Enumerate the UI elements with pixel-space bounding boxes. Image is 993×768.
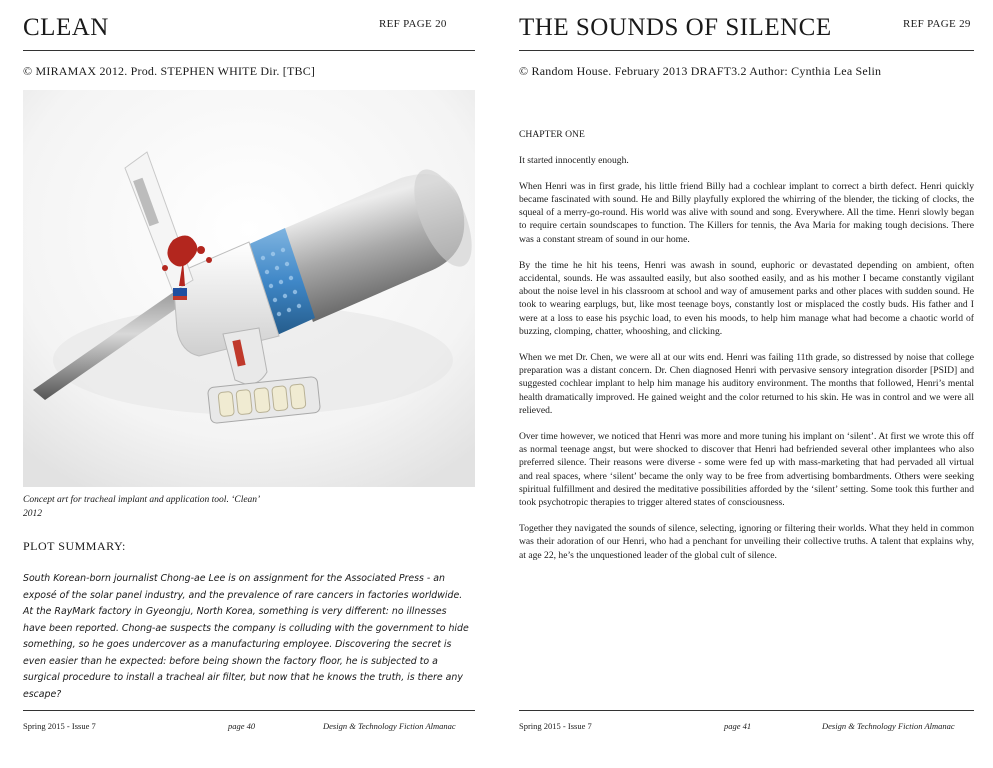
story-paragraph: It started innocently enough. bbox=[519, 154, 629, 166]
plot-summary-heading: PLOT SUMMARY: bbox=[23, 539, 126, 553]
left-ref-page: REF PAGE 20 bbox=[379, 18, 447, 30]
right-page-title: THE SOUNDS OF SILENCE bbox=[519, 14, 832, 41]
story-paragraph: Over time however, we noticed that Henri was more and more tuning his implant on ‘silent’. At first we wrote this off as normal teenage angst, but were shocked to discover that Henri had befriended several other implantees who also preferred silence. Their reasons were diverse - some were fed up with mass-marketing that had pervaded all virtual and real spaces, where ‘silent’ became the only way to be free from advertising bombardments. Others were seeking spiritual fulfillment and desired the meditative possibilities afforded by the ‘silent’ setting. Some took this further and took psychotropic therapies to trigger altered states of consciousness. bbox=[519, 430, 974, 509]
plot-summary-text: South Korean-born journalist Chong-ae Lee is on assignment for the Associated Press - an exposé of the solar panel industry, and the prevalence of rare cancers in factories worldwide. At the RayMark factory in Gyeongju, North Korea, something is very different: no illnesses have been reported. Chong-ae suspects the company is colluding with the government to hide something, so he goes undercover as a manufacturing employee. Discovering the secret is even easier than he expected: before being shown the factory floor, he is subjected to a surgical procedure to install a tracheal air filter, but now that he knows the truth, is there any escape? bbox=[23, 573, 469, 700]
left-footer-publication: Design & Technology Fiction Almanac bbox=[323, 721, 456, 731]
story-paragraph: By the time he hit his teens, Henri was awash in sound, euphoric or devastated depending on ambient, often accidental, sounds. He was assaulted easily, but also soothed easily, and as his mother I became constantly vigilant about the noise level in his classroom at school and way of amusement parks and other places with sudden sound. He took to wearing earplugs, but, like most teenage boys, constantly lost or misplaced the costly buds. His father and I were at a loss to ease his psychic load, to even his moods, to help him manage what had become a chaotic world of buzzing, clomping, chatter, whooshing, and clicking. bbox=[519, 259, 974, 338]
right-footer-rule bbox=[519, 710, 974, 711]
implant-illustration bbox=[23, 90, 475, 487]
right-footer-page-number: page 41 bbox=[724, 721, 752, 731]
right-footer-publication: Design & Technology Fiction Almanac bbox=[822, 721, 955, 731]
left-page-title: CLEAN bbox=[23, 14, 109, 41]
story-paragraph: Together they navigated the sounds of silence, selecting, ignoring or filtering their worlds. What they held in common was their adoration of our Henri, who had a penchant for unveiling their collective truths. A talent that explains why, at age 22, he’s the unquestioned leader of the global cult of silence. bbox=[519, 523, 974, 561]
chapter-heading: CHAPTER ONE bbox=[519, 129, 585, 140]
left-header-rule bbox=[23, 50, 475, 51]
left-page bbox=[0, 0, 490, 768]
left-footer-rule bbox=[23, 710, 475, 711]
right-credit-line: © Random House. February 2013 DRAFT3.2 Author: Cynthia Lea Selin bbox=[519, 64, 882, 78]
story-text bbox=[519, 128, 974, 575]
right-header-rule bbox=[519, 50, 974, 51]
implant-concept-image bbox=[23, 90, 475, 487]
left-footer-issue: Spring 2015 - Issue 7 bbox=[23, 721, 96, 731]
story-paragraph: When we met Dr. Chen, we were all at our wits end. Henri was failing 11th grade, so distressed by noise that college preparation was a distant concern. Dr. Chen diagnosed Henri with pervasive sensory integration disorder [PSID] and suggested cochlear implant to help him manage his auditory environment. The months that followed, Henri’s mental health dramatically improved. He gained weight and the color returned to his skin. He was in control and we were all relieved. bbox=[519, 351, 974, 417]
left-footer-page-number: page 40 bbox=[228, 721, 256, 731]
left-credit-line: © MIRAMAX 2012. Prod. STEPHEN WHITE Dir. [TBC] bbox=[23, 64, 316, 78]
right-page bbox=[503, 0, 993, 768]
image-caption: Concept art for tracheal implant and application tool. ‘Clean’ 2012 bbox=[23, 495, 260, 519]
story-paragraph: When Henri was in first grade, his little friend Billy had a cochlear implant to correct a birth defect. Henri quickly became fascinated with sound. He and Billy playfully explored the whirring of the blender, the ticking of clocks, the squeal of a merry-go-round. His world was alive with sound and song. Everywhere. All the time. Henri slowly began to require certain soundscapes to function. The Killers for tennis, the Ava Maria for making tough decisions. There was a constant stream of sound in our home. bbox=[519, 180, 974, 245]
right-ref-page: REF PAGE 29 bbox=[903, 18, 971, 30]
right-footer-issue: Spring 2015 - Issue 7 bbox=[519, 721, 592, 731]
